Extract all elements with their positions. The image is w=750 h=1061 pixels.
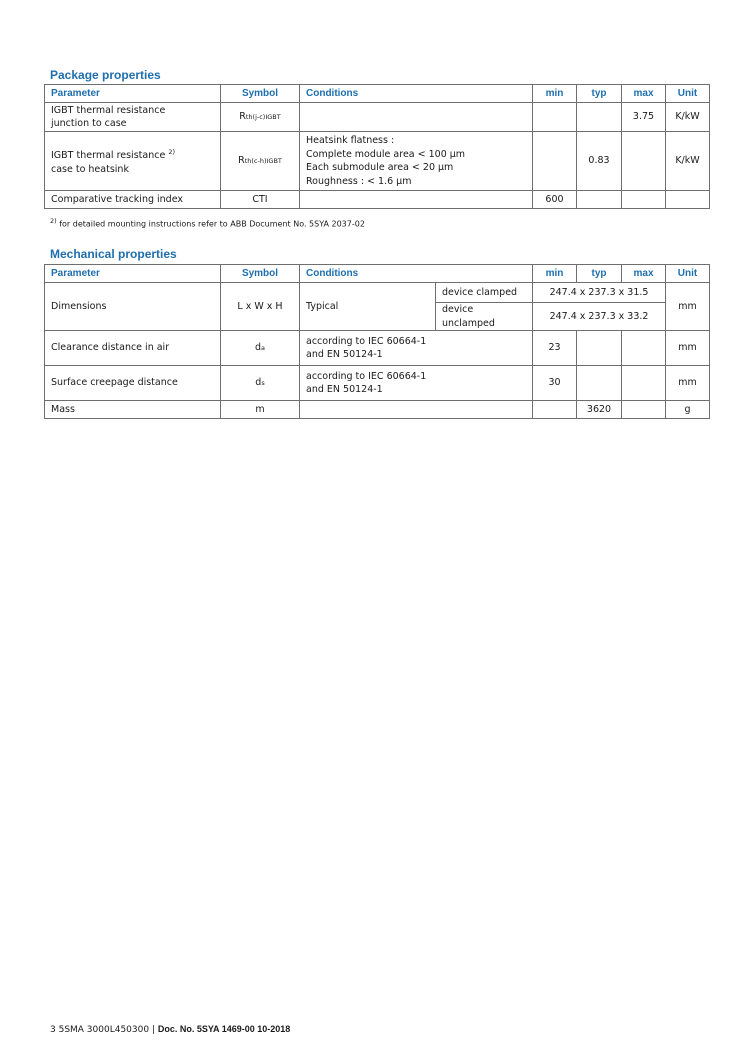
conditions-cell bbox=[300, 401, 533, 419]
param-cell: Dimensions bbox=[45, 283, 221, 331]
symbol-cell: CTI bbox=[221, 191, 300, 209]
max-cell bbox=[622, 191, 666, 209]
symbol-cell bbox=[221, 331, 300, 366]
header-unit: Unit bbox=[666, 265, 710, 283]
header-min: min bbox=[533, 265, 577, 283]
symbol-cell bbox=[221, 366, 300, 401]
header-typ: typ bbox=[577, 265, 622, 283]
symbol-subscript: th(j-c)IGBT bbox=[245, 112, 281, 121]
header-parameter: Parameter bbox=[45, 265, 221, 283]
min-cell bbox=[533, 103, 577, 132]
footnote-text: for detailed mounting instructions refer to ABB Document No. 5SYA 2037-02 bbox=[56, 219, 365, 229]
unit-cell: mm bbox=[666, 366, 710, 401]
header-conditions: Conditions bbox=[300, 265, 533, 283]
min-cell: 30 bbox=[533, 366, 577, 401]
condition-line: Roughness : < 1.6 µm bbox=[306, 175, 412, 187]
typ-cell bbox=[577, 103, 622, 132]
footnote-ref: 2) bbox=[168, 147, 175, 156]
conditions-cell: Typical bbox=[300, 283, 436, 331]
symbol-main: d bbox=[255, 376, 262, 388]
footer-doc-number: Doc. No. 5SYA 1469-00 10-2018 bbox=[157, 1024, 291, 1034]
table-row bbox=[45, 331, 710, 366]
max-cell: 3.75 bbox=[622, 103, 666, 132]
symbol-cell: m bbox=[221, 401, 300, 419]
conditions-cell bbox=[300, 366, 533, 401]
header-symbol: Symbol bbox=[221, 265, 300, 283]
condition-line: and EN 50124-1 bbox=[306, 349, 383, 360]
condition-line: Heatsink flatness : bbox=[306, 135, 395, 146]
symbol-subscript: th(c-h)IGBT bbox=[244, 156, 282, 165]
condition-line: Each submodule area < 20 µm bbox=[306, 162, 454, 173]
condition-line: according to IEC 60664-1 bbox=[306, 370, 427, 382]
header-max: max bbox=[622, 85, 666, 103]
min-cell: 600 bbox=[533, 191, 577, 209]
package-properties-title: Package properties bbox=[50, 68, 161, 82]
symbol-subscript: s bbox=[261, 378, 265, 387]
unit-cell: K/kW bbox=[666, 132, 710, 191]
typ-cell bbox=[577, 331, 622, 366]
condition-line: Complete module area < 100 µm bbox=[306, 148, 466, 160]
header-parameter: Parameter bbox=[45, 85, 221, 103]
param-line: case to heatsink bbox=[51, 163, 129, 175]
symbol-main: d bbox=[254, 341, 262, 353]
condition-line: and EN 50124-1 bbox=[306, 384, 383, 395]
unit-cell: mm bbox=[666, 283, 710, 331]
symbol-cell bbox=[221, 132, 300, 191]
unit-cell: K/kW bbox=[666, 103, 710, 132]
table-row bbox=[45, 401, 710, 419]
typ-cell: 3620 bbox=[577, 401, 622, 419]
max-cell bbox=[622, 366, 666, 401]
value-cell: 247.4 x 237.3 x 31.5 bbox=[533, 283, 666, 303]
table-header-row bbox=[45, 85, 710, 103]
table-row bbox=[45, 366, 710, 401]
unit-cell bbox=[666, 191, 710, 209]
table-row bbox=[45, 132, 710, 191]
min-cell: 23 bbox=[533, 331, 577, 366]
min-cell bbox=[533, 132, 577, 191]
conditions-cell bbox=[300, 103, 533, 132]
param-line: IGBT thermal resistance bbox=[51, 104, 166, 116]
subcondition-cell: device unclamped bbox=[436, 303, 533, 331]
table-row bbox=[45, 191, 710, 209]
header-symbol: Symbol bbox=[221, 85, 300, 103]
symbol-subscript: a bbox=[261, 343, 265, 352]
typ-cell: 0.83 bbox=[577, 132, 622, 191]
table-row bbox=[45, 103, 710, 132]
mechanical-properties-table bbox=[44, 264, 710, 419]
table-row bbox=[45, 283, 710, 303]
symbol-main: R bbox=[238, 154, 245, 166]
max-cell bbox=[622, 401, 666, 419]
table-header-row bbox=[45, 265, 710, 283]
param-cell: Mass bbox=[45, 401, 221, 419]
conditions-cell bbox=[300, 132, 533, 191]
param-cell bbox=[45, 103, 221, 132]
param-line: junction to case bbox=[51, 118, 127, 129]
conditions-cell bbox=[300, 191, 533, 209]
typ-cell bbox=[577, 366, 622, 401]
footnote-mark: 2) bbox=[50, 217, 57, 225]
typ-cell bbox=[577, 191, 622, 209]
subcondition-cell: device clamped bbox=[436, 283, 533, 303]
unit-cell: mm bbox=[666, 331, 710, 366]
footnote bbox=[50, 217, 365, 229]
value-cell: 247.4 x 237.3 x 33.2 bbox=[533, 303, 666, 331]
symbol-cell bbox=[221, 103, 300, 132]
param-cell: Surface creepage distance bbox=[45, 366, 221, 401]
header-unit: Unit bbox=[666, 85, 710, 103]
param-line bbox=[51, 146, 214, 163]
param-cell bbox=[45, 132, 221, 191]
symbol-main: R bbox=[239, 110, 246, 122]
header-min: min bbox=[533, 85, 577, 103]
mechanical-properties-title: Mechanical properties bbox=[50, 247, 177, 261]
max-cell bbox=[622, 132, 666, 191]
conditions-cell bbox=[300, 331, 533, 366]
symbol-cell: L x W x H bbox=[221, 283, 300, 331]
param-cell: Clearance distance in air bbox=[45, 331, 221, 366]
page-footer bbox=[50, 1024, 290, 1035]
header-typ: typ bbox=[577, 85, 622, 103]
package-properties-table bbox=[44, 84, 710, 209]
header-max: max bbox=[622, 265, 666, 283]
min-cell bbox=[533, 401, 577, 419]
param-cell: Comparative tracking index bbox=[45, 191, 221, 209]
header-conditions: Conditions bbox=[300, 85, 533, 103]
footer-prefix: 3 5SMA 3000L450300 | bbox=[50, 1025, 158, 1035]
condition-line: according to IEC 60664-1 bbox=[306, 335, 427, 347]
param-text: IGBT thermal resistance bbox=[51, 150, 166, 162]
max-cell bbox=[622, 331, 666, 366]
unit-cell: g bbox=[666, 401, 710, 419]
